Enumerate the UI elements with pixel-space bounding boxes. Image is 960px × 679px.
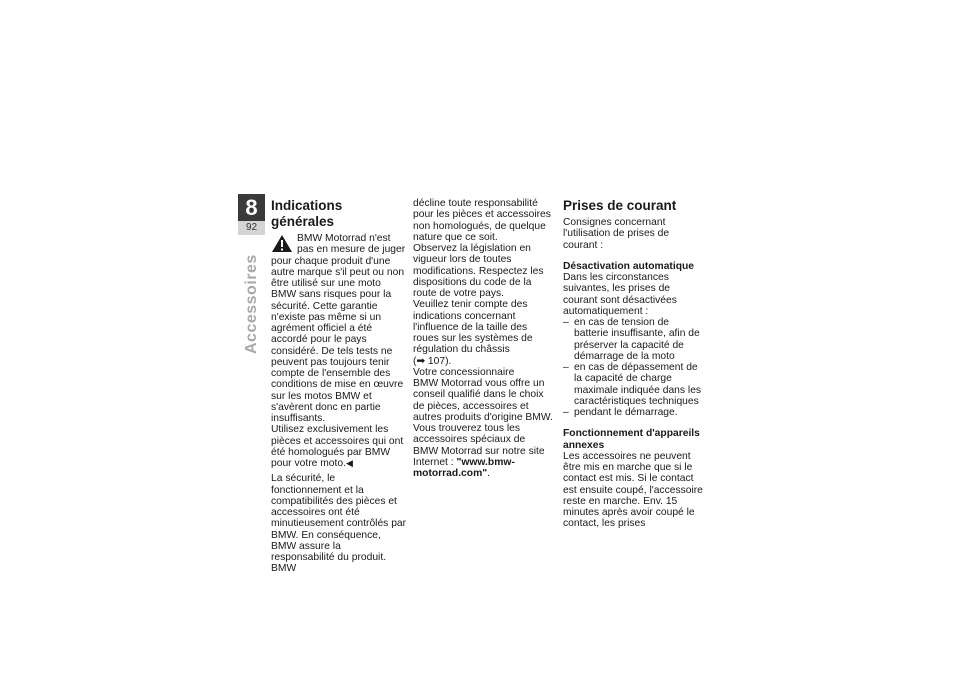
dash-icon: – xyxy=(563,317,569,328)
website-paragraph xyxy=(413,423,553,479)
column-1 xyxy=(271,198,407,575)
column-2 xyxy=(413,198,553,479)
end-mark-icon: ◀ xyxy=(345,458,353,468)
legislation-paragraph: Observez la législation en vigueur lors de toutes modifications. Respectez les dispositions du code de la route de votre pays. xyxy=(413,243,544,299)
responsibility-paragraph: décline toute responsabilité pour les pièces et accessoires non homologués, de quelque nature que ce soit. xyxy=(413,198,551,243)
subheading-auto-deactivation: Désactivation automatique xyxy=(563,260,695,272)
page-reference: (➡ 107). xyxy=(413,355,452,367)
warning-icon xyxy=(271,234,293,253)
chapter-number: 8 xyxy=(238,194,265,221)
website-link[interactable]: "www.bmw-motorrad.com" xyxy=(413,456,515,479)
wheel-size-paragraph: Veuillez tenir compte des indications concernant l'influence de la taille des roues sur les systèmes de régulation du châssis xyxy=(413,299,533,356)
dealer-paragraph: BMW Motorrad vous offre un conseil qualifié dans le choix de pièces, accessoires et autres produits d'origine BMW. xyxy=(413,378,553,423)
dash-icon: – xyxy=(563,407,569,418)
website-period: . xyxy=(487,468,490,479)
subheading-accessory-operation: Fonctionnement d'appareils annexes xyxy=(563,428,700,451)
sockets-intro: Consignes concernant l'utilisation de prises de courant : xyxy=(563,217,670,251)
list-item-text: en cas de tension de batterie insuffisante, afin de préserver la capacité de démarrage de la moto xyxy=(574,317,700,362)
list-item xyxy=(563,317,703,362)
website-text: Vous trouverez tous les accessoires spéciaux de BMW Motorrad sur notre site Internet : xyxy=(413,423,545,468)
section-heading-general: Indications générales xyxy=(271,198,343,229)
column-3 xyxy=(563,198,703,530)
dealer-heading: Votre concessionnaire xyxy=(413,366,515,378)
general-paragraph-2 xyxy=(271,424,407,469)
list-item xyxy=(563,407,703,418)
auto-deactivation-text: Dans les circonstances suivantes, les prises de courant sont désactivées automatiquement : xyxy=(563,272,677,317)
general-paragraph-3: La sécurité, le fonctionnement et la compatibilités des pièces et accessoires ont été minutieusement contrôlés par BMW. En conséquence, BMW assure la responsabilité du produit. BMW xyxy=(271,473,407,575)
dash-icon: – xyxy=(563,362,569,373)
general-paragraph-1: BMW Motorrad n'est pas en mesure de juger pour chaque produit d'une autre marque s'il peut ou non être utilisé sur une moto BMW sans risques pour la sécurité. Cette garantie n'existe pas même si un agrément officiel a été accordé pour le pays considéré. De tels tests ne peuvent pas toujours tenir compte de l'ensemble des conditions de mise en œuvre sur les motos BMW et s'avèrent donc en partie insuffisants. xyxy=(271,233,406,424)
section-heading-sockets: Prises de courant xyxy=(563,198,677,213)
page-number: 92 xyxy=(238,221,265,235)
deactivation-list xyxy=(563,317,703,418)
chapter-tab xyxy=(238,194,265,236)
list-item xyxy=(563,362,703,407)
chapter-title: Accessoires xyxy=(243,254,260,354)
accessory-operation-text: Les accessoires ne peuvent être mis en marche que si le contact est mis. Si le contact est ensuite coupé, l'accessoire reste en marche. Env. 15 minutes après avoir coupé le contact, les prises xyxy=(563,450,703,530)
list-item-text: en cas de dépassement de la capacité de charge maximale indiquée dans les caractéristiques techniques xyxy=(574,362,702,407)
list-item-text: pendant le démarrage. xyxy=(574,407,678,418)
general-paragraph-2-text: Utilisez exclusivement les pièces et accessoires qui ont été homologués par BMW pour votre moto. xyxy=(271,424,404,469)
